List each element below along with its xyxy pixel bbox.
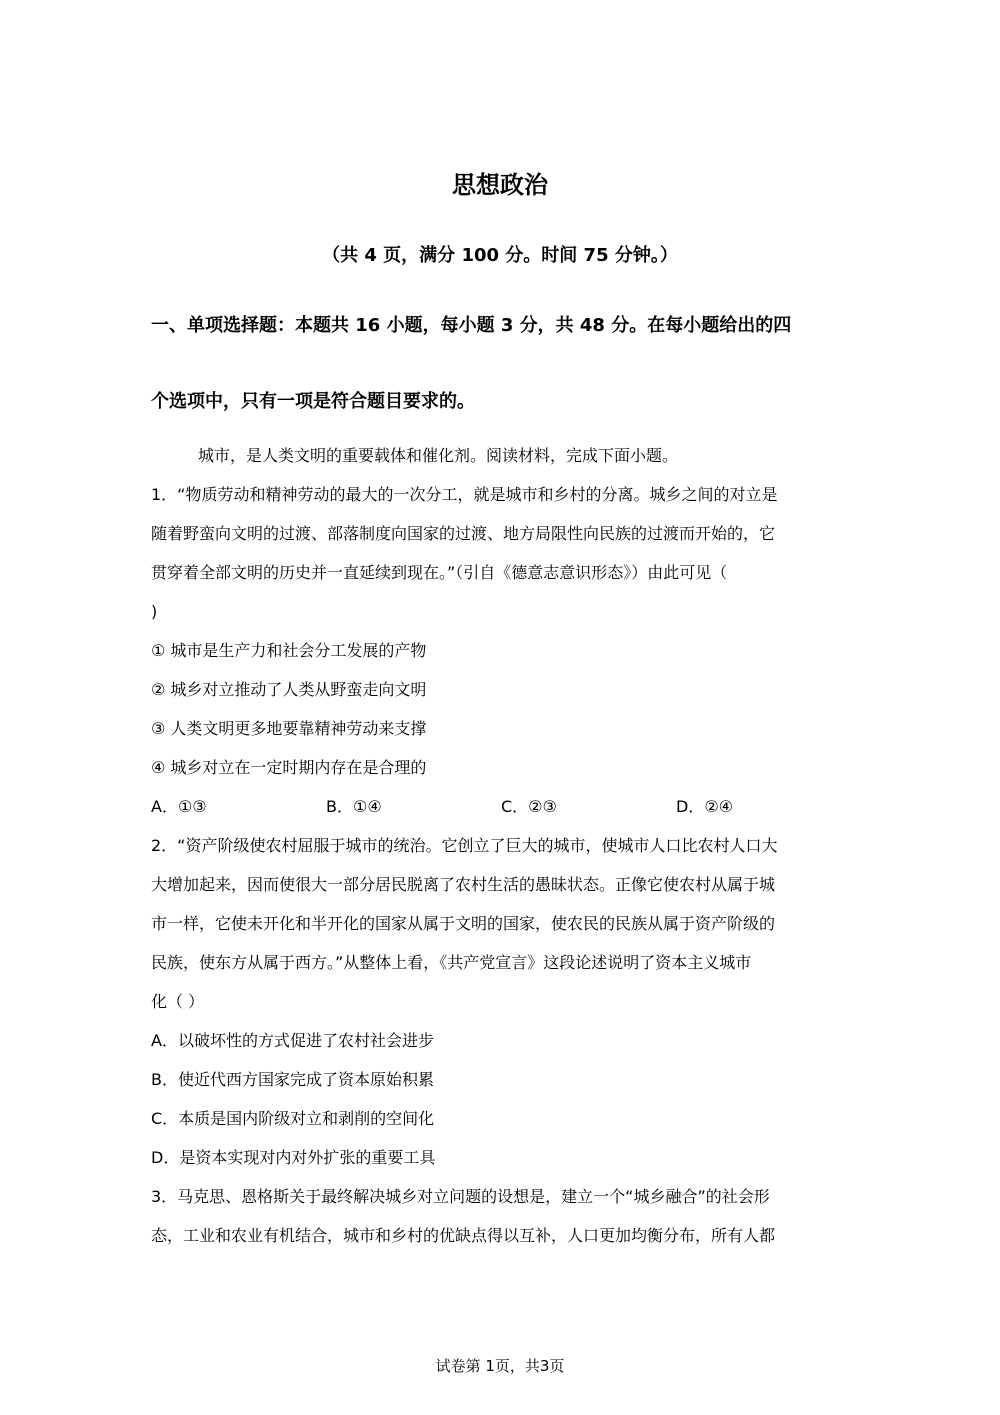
- q2-option-d: D．是资本实现对内对外扩张的重要工具: [151, 1148, 436, 1167]
- q1-stem-line: 随着野蛮向文明的过渡、部落制度向国家的过渡、地方局限性向民族的过渡而开始的，它: [151, 524, 776, 543]
- q3-stem-line: 3．马克思、恩格斯关于最终解决城乡对立问题的设想是，建立一个“城乡融合”的社会形: [151, 1187, 770, 1206]
- q1-stem-line: 1．“物质劳动和精神劳动的最大的一次分工，就是城市和乡村的分离。城乡之间的对立是: [151, 485, 778, 504]
- q1-statement: ④ 城乡对立在一定时期内存在是合理的: [151, 758, 427, 777]
- q2-stem-line: 市一样，它使未开化和半开化的国家从属于文明的国家，使农民的民族从属于资产阶级的: [151, 914, 776, 933]
- reading-intro: 城市，是人类文明的重要载体和催化剂。阅读材料，完成下面小题。: [198, 446, 679, 465]
- section-heading-line-1: 一、单项选择题：本题共 16 小题，每小题 3 分，共 48 分。在每小题给出的四: [151, 315, 792, 336]
- q2-option-c: C．本质是国内阶级对立和剥削的空间化: [151, 1109, 435, 1128]
- question-body: [151, 441, 853, 1260]
- q1-statement: ② 城乡对立推动了人类从野蛮走向文明: [151, 680, 427, 699]
- q2-option-b: B．使近代西方国家完成了资本原始积累: [151, 1070, 434, 1089]
- q1-option-c: C．②③: [501, 797, 557, 816]
- q2-stem-line: 民族，使东方从属于西方。”从整体上看，《共产党宣言》这段论述说明了资本主义城市: [151, 953, 752, 972]
- q1-statement: ③ 人类文明更多地要靠精神劳动来支撑: [151, 719, 427, 738]
- q1-option-d: D．②④: [676, 797, 734, 816]
- q2-stem-line: 大增加起来，因而使很大一部分居民脱离了农村生活的愚昧状态。正像它使农村从属于城: [151, 875, 776, 894]
- q2-stem-line: 化（ ）: [151, 992, 205, 1011]
- q1-stem-line: 贯穿着全部文明的历史并一直延续到现在。”（引自《德意志意识形态》）由此可见（: [151, 563, 728, 582]
- q3-stem-line: 态，工业和农业有机结合，城市和乡村的优缺点得以互补，人口更加均衡分布，所有人都: [151, 1226, 776, 1245]
- exam-info: （共 4 页，满分 100 分。时间 75 分钟。）: [322, 245, 678, 266]
- q1-statement: ① 城市是生产力和社会分工发展的产物: [151, 641, 427, 660]
- q1-option-a: A．①③: [151, 797, 207, 816]
- q1-options: [151, 792, 853, 831]
- q1-stem-line: ): [151, 602, 158, 621]
- page-title: 思想政治: [452, 171, 548, 199]
- section-heading-line-2: 个选项中，只有一项是符合题目要求的。: [151, 391, 475, 412]
- q1-option-b: B．①④: [326, 797, 382, 816]
- q2-option-a: A．以破坏性的方式促进了农村社会进步: [151, 1031, 434, 1050]
- q2-stem-line: 2．“资产阶级使农村屈服于城市的统治。它创立了巨大的城市，使城市人口比农村人口大: [151, 836, 778, 855]
- page-footer: 试卷第 1页，共3页: [435, 1357, 565, 1375]
